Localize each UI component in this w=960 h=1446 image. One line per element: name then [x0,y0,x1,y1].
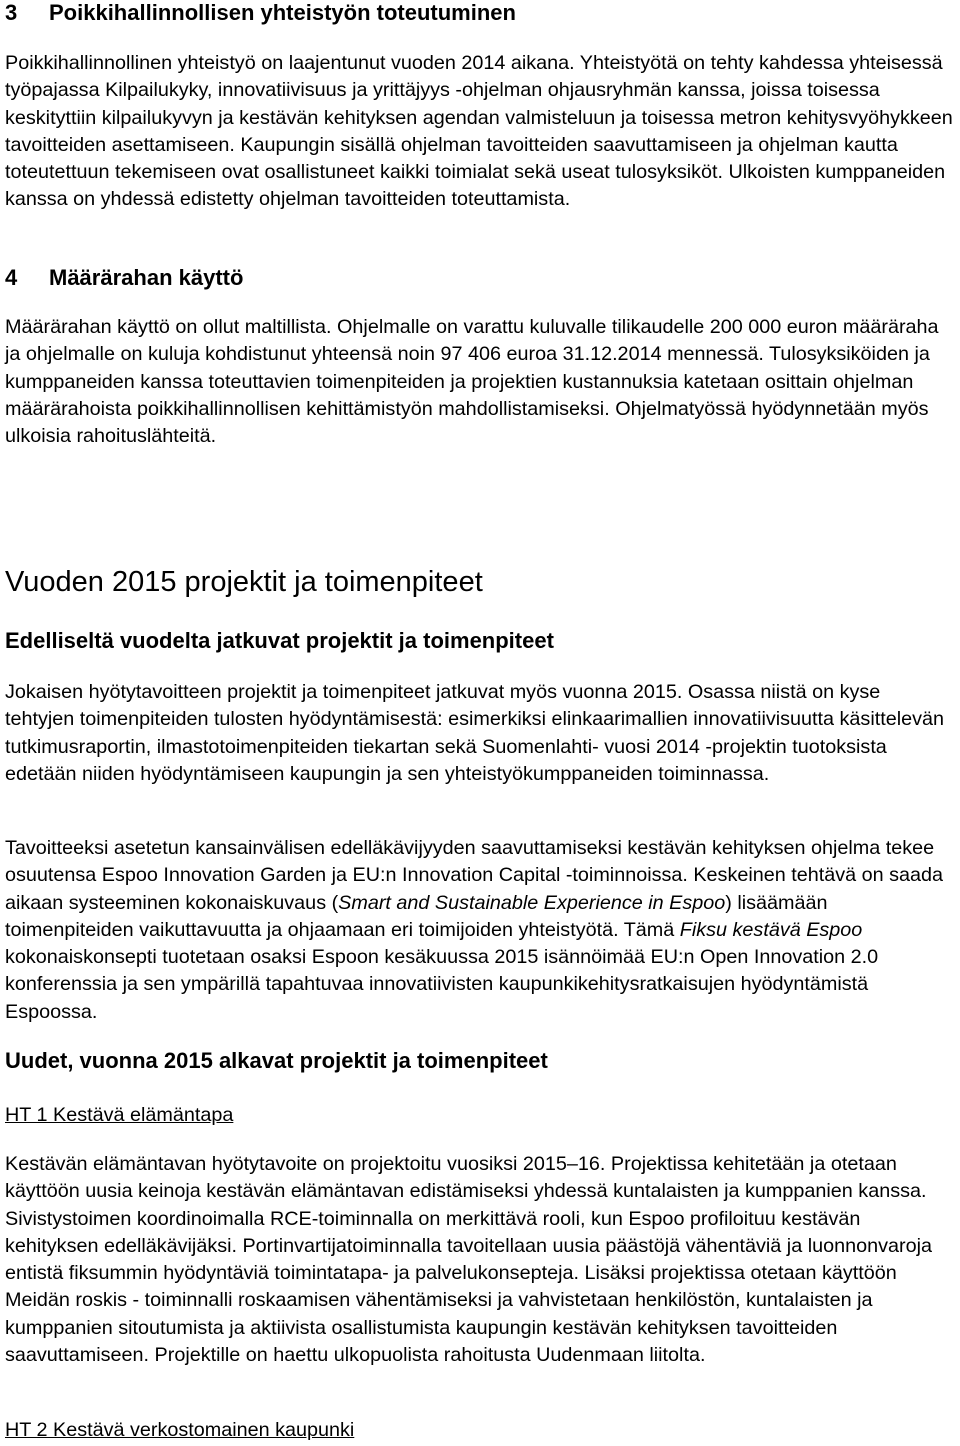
new-projects-heading: Uudet, vuonna 2015 alkavat projektit ja toimenpiteet [5,1048,548,1073]
section-number: 3 [5,0,18,25]
text-span: kokonaiskonsepti tuotetaan osaksi Espoon kesäkuussa 2015 isännöimää EU:n Open Innovation 2.0 konferenssia ja sen ympärillä tapahtuvaa innovatiivisten kaupunkikehitysratkaisujen hyödyntämistä Espoossa. [5,946,879,1023]
section-3-heading [5,0,516,26]
section-title: Määrärahan käyttö [49,265,244,290]
text-span: ) lisäämään toimenpiteiden vaikuttavuutta ja ohjaamaan eri toimijoiden yhteistyötä. Tämä [5,891,828,941]
section-title: Poikkihallinnollisen yhteistyön toteutuminen [49,0,516,25]
section-number: 4 [5,265,18,290]
section-3-paragraph: Poikkihallinnollinen yhteistyö on laajentunut vuoden 2014 aikana. Yhteistyötä on tehty kahdessa yhteisessä työpajassa Kilpailukyky, innovatiivisuus ja yrittäjyys -ohjelman ohjausryhmän kanssa, joissa toisessa keskityttiin kilpailukyvyn ja kestävän kehityksen agendan valmisteluun ja toisessa metron kehitysvyöhykkeen tavoitteiden asettamiseen. Kaupungin sisällä ohjelman tavoitteiden saavuttamiseen ja ohjelman kautta toteutettuun tekemiseen ovat osallistuneet kaikki toimialat sekä useat tulosyksiköt. Ulkoisten kumppaneiden kanssa on yhdessä edistetty ohjelman tavoitteiden toteuttamista. [5,52,953,211]
continuing-heading: Edelliseltä vuodelta jatkuvat projektit ja toimenpiteet [5,628,554,653]
emphasis-text: Smart and Sustainable Experience in Espoo [338,891,726,914]
emphasis-text: Fiksu kestävä Espoo [679,918,863,941]
continuing-paragraph-2 [5,835,955,1026]
section-4-heading [5,265,243,291]
projects-title: Vuoden 2015 projektit ja toimenpiteet [5,566,483,598]
ht2-heading: HT 2 Kestävä verkostomainen kaupunki [5,1419,355,1441]
section-4-paragraph: Määrärahan käyttö on ollut maltillista. Ohjelmalle on varattu kuluvalle tilikaudelle 200 000 euron määräraha ja ohjelmalle on kuluja kohdistunut yhteensä noin 97 406 euroa 31.12.2014 mennessä. Tulosyksiköiden ja kumppaneiden kanssa toteuttavien toimenpiteiden ja projektien kustannuksia katetaan osittain ohjelman määrärahoista poikkihallinnollisen kehittämistyön mahdollistamiseksi. Ohjelmatyössä hyödynnetään myös ulkoisia rahoituslähteitä. [5,316,939,448]
continuing-paragraph-1: Jokaisen hyötytavoitteen projektit ja toimenpiteet jatkuvat myös vuonna 2015. Osassa niistä on kyse tehtyjen toimenpiteiden tulosten hyödyntämisestä: esimerkiksi elinkaarimallien innovatiivisuutta käsittelevän tutkimusraportin, ilmastotoimenpiteiden tiekartan sekä Suomenlahti- vuosi 2014 -projektin tuotoksista edetään niiden hyödyntämiseen kaupungin ja sen yhteistyökumppaneiden toiminnassa. [5,681,944,785]
text-span: Tavoitteeksi asetetun kansainvälisen edelläkävijyyden saavuttamiseksi kestävän kehityksen ohjelma tekee osuutensa Espoo Innovation Garden ja EU:n Innovation Capital -toiminnoissa. Keskeinen tehtävä on saada aikaan systeeminen kokonaiskuvaus ( [5,837,944,914]
ht1-paragraph: Kestävän elämäntavan hyötytavoite on projektoitu vuosiksi 2015–16. Projektissa kehitetään ja otetaan käyttöön uusia keinoja kestävän elämäntavan edistämiseksi yhdessä kuntalaisten ja kumppanien kanssa. Sivistystoimen koordinoimalla RCE-toiminnalla on merkittävä rooli, kun Espoo profiloituu kestävän kehityksen edelläkävijäksi. Portinvartijatoiminnalla tavoitellaan uusia päästöjä vähentäviä ja luonnonvaroja entistä fiksummin hyödyntäviä toimintatapa- ja palvelukonsepteja. Lisäksi projektissa otetaan käyttöön Meidän roskis - toiminnalli roskaamisen vähentämiseksi ja vahvistetaan henkilöstön, kuntalaisten ja kumppanien sitoutumista ja aktiivista osallistumista kaupungin kestävän kehityksen tavoitteiden saavuttamiseen. Projektille on haettu ulkopuolista rahoitusta Uudenmaan liitolta. [5,1153,932,1367]
ht1-heading: HT 1 Kestävä elämäntapa [5,1104,234,1126]
